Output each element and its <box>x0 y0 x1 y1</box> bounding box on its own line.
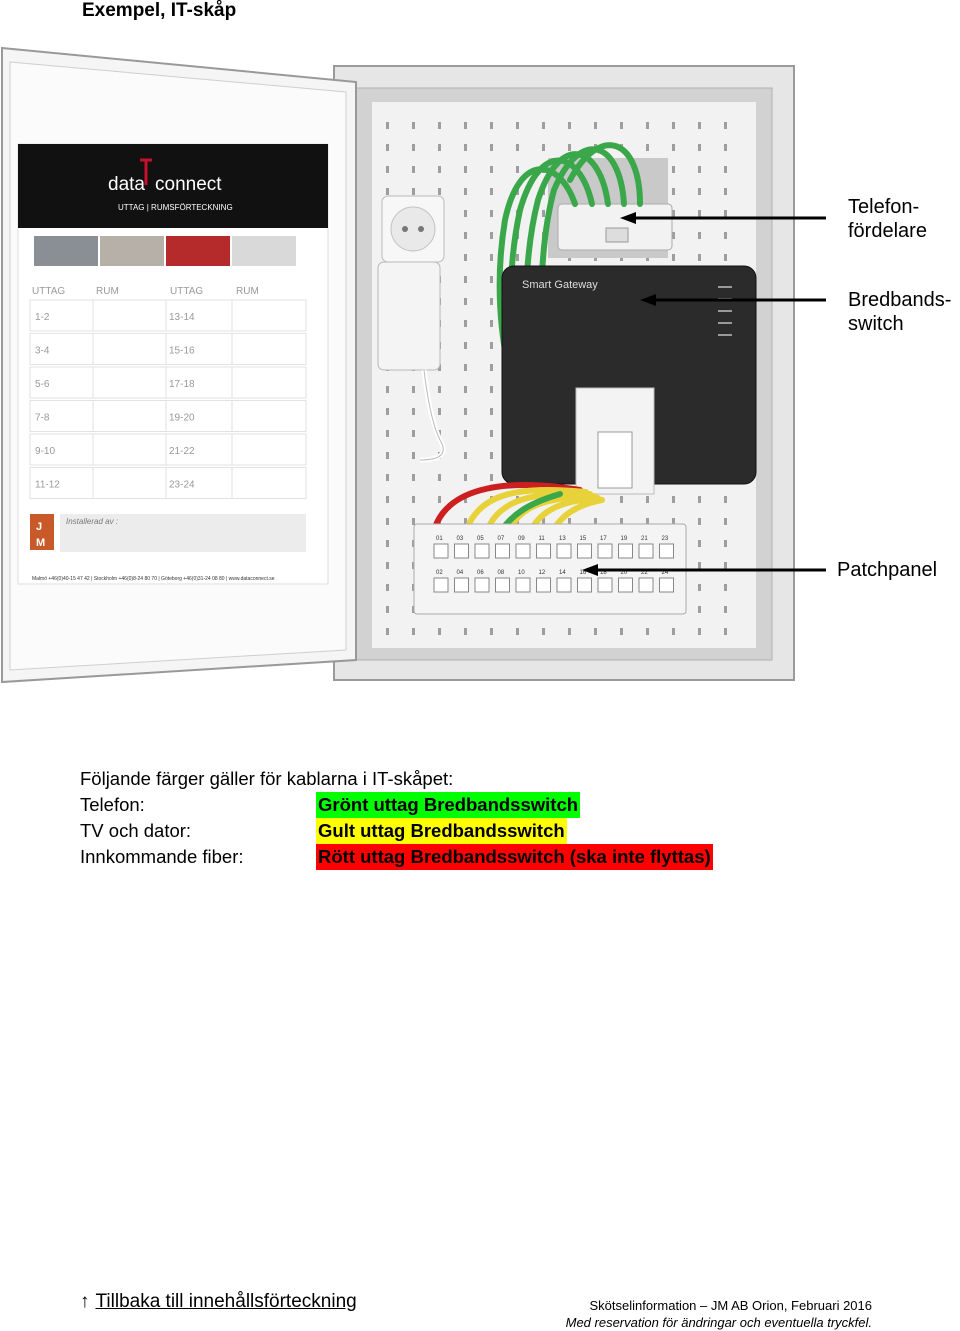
hole <box>438 166 441 173</box>
legend-key: Innkommande fiber: <box>80 846 244 867</box>
installed-label: Installerad av : <box>66 517 119 526</box>
door-header-4: RUM <box>236 286 259 297</box>
hole <box>672 188 675 195</box>
door-contact: Malmö +46(0)40-15 47 42 | Stockholm +46(0)8-24 80 70 | Göteborg +46(0)31-24 08 80 | www.dataconnect.se <box>32 576 275 582</box>
door-cell-uttag: 1-2 <box>35 312 50 323</box>
door-table-row <box>30 367 306 398</box>
hole <box>672 166 675 173</box>
hole <box>724 122 727 129</box>
port-number-top: 07 <box>497 536 505 542</box>
footer-info <box>566 1297 872 1331</box>
hole <box>386 430 389 437</box>
door-brand-a: data <box>108 174 145 195</box>
door-cell-uttag: 9-10 <box>35 446 56 457</box>
door-table-row <box>30 401 306 432</box>
port-number-bottom: 24 <box>661 570 669 576</box>
hole <box>438 188 441 195</box>
hole <box>438 474 441 481</box>
port-bottom <box>475 578 489 592</box>
hole <box>516 122 519 129</box>
hole <box>412 474 415 481</box>
door-cell-uttag: 7-8 <box>35 412 50 424</box>
hole <box>672 144 675 151</box>
port-number-bottom: 14 <box>559 570 566 576</box>
hole <box>386 188 389 195</box>
hole <box>724 628 727 635</box>
door-header-3: UTTAG <box>170 286 204 297</box>
label-arrows <box>560 200 840 590</box>
hole <box>464 320 467 327</box>
label-patchpanel: Patchpanel <box>837 559 938 581</box>
hole <box>386 474 389 481</box>
hole <box>438 122 441 129</box>
power-adapter <box>378 262 440 370</box>
hole <box>516 144 519 151</box>
port-top <box>537 544 551 558</box>
hole <box>464 188 467 195</box>
hole <box>490 386 493 393</box>
legend-intro: Följande färger gäller för kablarna i IT-skåpet: <box>80 768 454 789</box>
hole <box>490 452 493 459</box>
hole <box>646 628 649 635</box>
hole <box>386 452 389 459</box>
port-number-top: 01 <box>436 536 443 542</box>
hole <box>386 584 389 591</box>
logo-m: M <box>36 537 46 549</box>
hole <box>490 298 493 305</box>
hole <box>412 496 415 503</box>
hole <box>698 606 701 613</box>
hole <box>412 386 415 393</box>
hole <box>516 254 519 261</box>
hole <box>438 144 441 151</box>
legend-key: TV och dator: <box>80 820 192 841</box>
port-number-top: 03 <box>456 536 464 542</box>
port-bottom <box>455 578 469 592</box>
door-cell-uttag: 19-20 <box>169 412 195 424</box>
page-title: Exempel, IT-skåp <box>82 0 237 21</box>
power-socket-face <box>391 207 435 251</box>
hole <box>464 342 467 349</box>
hole <box>386 408 389 415</box>
port-number-bottom: 10 <box>518 570 525 576</box>
photo-1 <box>34 236 98 266</box>
port-top <box>496 544 510 558</box>
arrow-bredbandsswitch <box>640 294 656 306</box>
hole <box>412 166 415 173</box>
hole <box>464 628 467 635</box>
door-cell-uttag: 23-24 <box>169 479 195 491</box>
legend-value: Grönt uttag Bredbandsswitch <box>316 792 580 818</box>
hole <box>724 188 727 195</box>
hole <box>490 342 493 349</box>
hole <box>672 628 675 635</box>
port-number-top: 11 <box>538 536 545 542</box>
hole <box>464 298 467 305</box>
hole <box>464 408 467 415</box>
port-top <box>516 544 530 558</box>
port-top <box>434 544 448 558</box>
hole <box>464 430 467 437</box>
hole <box>542 144 545 151</box>
door-brand-b: connect <box>155 174 222 195</box>
port-number-bottom: 20 <box>620 570 628 576</box>
footer-document-info: Skötselinformation – JM AB Orion, Februari 2016 <box>589 1298 872 1313</box>
hole <box>646 144 649 151</box>
hole <box>698 166 701 173</box>
port-top <box>455 544 469 558</box>
port-number-top: 17 <box>600 536 607 542</box>
hole <box>724 144 727 151</box>
legend-row-fiber <box>80 844 713 870</box>
hole <box>412 430 415 437</box>
arrow-up-icon: ↑ <box>80 1291 90 1312</box>
port-number-bottom: 18 <box>600 570 607 576</box>
hole <box>490 232 493 239</box>
hole <box>516 628 519 635</box>
hole <box>438 408 441 415</box>
door-table-row <box>30 334 306 365</box>
hole <box>490 430 493 437</box>
door-cell-uttag: 3-4 <box>35 345 50 357</box>
hole <box>464 254 467 261</box>
legend-row-tv-dator <box>80 818 713 844</box>
door-cell-uttag: 21-22 <box>169 446 195 457</box>
port-number-top: 05 <box>477 536 484 542</box>
hole <box>464 386 467 393</box>
door-cell-uttag: 13-14 <box>169 312 195 323</box>
hole <box>542 628 545 635</box>
hole <box>724 606 727 613</box>
photo-2 <box>100 236 164 266</box>
port-number-bottom: 12 <box>538 570 546 576</box>
door-cell-uttag: 15-16 <box>169 345 195 357</box>
port-number-top: 21 <box>641 536 648 542</box>
port-bottom <box>434 578 448 592</box>
hole <box>672 122 675 129</box>
hole <box>412 122 415 129</box>
hole <box>464 122 467 129</box>
door-cell-uttag: 17-18 <box>169 379 195 390</box>
legend-value: Rött uttag Bredbandsswitch (ska inte flyttas) <box>316 844 713 870</box>
hole <box>386 496 389 503</box>
hole <box>464 166 467 173</box>
legend-key: Telefon: <box>80 794 145 815</box>
legend-value: Gult uttag Bredbandsswitch <box>316 818 567 844</box>
hole <box>464 452 467 459</box>
photo-4 <box>232 236 296 266</box>
hole <box>620 628 623 635</box>
arrow-telefonfordelare <box>620 212 636 224</box>
legend-row-telefon <box>80 792 713 818</box>
hole <box>412 188 415 195</box>
port-top <box>475 544 489 558</box>
port-number-top: 13 <box>559 536 566 542</box>
hole <box>490 364 493 371</box>
port-number-top: 19 <box>620 536 628 542</box>
port-number-bottom: 16 <box>579 570 587 576</box>
hole <box>490 474 493 481</box>
hole <box>386 166 389 173</box>
port-number-bottom: 22 <box>641 570 648 576</box>
door-table-row <box>30 300 306 331</box>
label-telefonfordelare: Telefon- fördelare <box>848 196 927 242</box>
hole <box>698 144 701 151</box>
photo-3 <box>166 236 230 266</box>
door-subtitle: UTTAG | RUMSFÖRTECKNING <box>118 203 233 212</box>
logo-j: J <box>36 521 43 533</box>
hole <box>568 122 571 129</box>
door-table-row <box>30 434 306 465</box>
hole <box>490 166 493 173</box>
hole <box>594 628 597 635</box>
port-number-bottom: 02 <box>436 570 443 576</box>
hole <box>698 188 701 195</box>
hole <box>386 606 389 613</box>
hole <box>490 628 493 635</box>
smart-gateway-label: Smart Gateway <box>522 279 598 291</box>
port-bottom <box>496 578 510 592</box>
hole <box>516 166 519 173</box>
hole <box>620 122 623 129</box>
hole <box>412 408 415 415</box>
hole <box>698 628 701 635</box>
hole <box>464 210 467 217</box>
hole <box>490 188 493 195</box>
hole <box>438 628 441 635</box>
hole <box>646 122 649 129</box>
hole <box>386 518 389 525</box>
hole <box>386 562 389 569</box>
hole <box>412 452 415 459</box>
hole <box>464 232 467 239</box>
hole <box>386 386 389 393</box>
hole <box>386 540 389 547</box>
hole <box>490 144 493 151</box>
hole <box>386 144 389 151</box>
hole <box>490 122 493 129</box>
hole <box>438 496 441 503</box>
door-cell-uttag: 5-6 <box>35 379 50 390</box>
hole <box>490 408 493 415</box>
hole <box>438 386 441 393</box>
hole <box>594 122 597 129</box>
port-number-bottom: 06 <box>477 570 484 576</box>
color-legend <box>80 766 713 870</box>
hole <box>464 474 467 481</box>
port-bottom <box>537 578 551 592</box>
cabinet-door <box>0 40 360 690</box>
hole <box>412 144 415 151</box>
door-header-1: UTTAG <box>32 286 66 297</box>
hole <box>568 628 571 635</box>
back-to-toc-link[interactable] <box>80 1291 357 1313</box>
port-number-top: 23 <box>661 536 669 542</box>
hole <box>464 144 467 151</box>
port-number-top: 15 <box>579 536 587 542</box>
door-header-2: RUM <box>96 286 119 297</box>
hole <box>386 628 389 635</box>
hole <box>490 276 493 283</box>
hole <box>464 276 467 283</box>
hole <box>490 210 493 217</box>
back-to-toc-label: Tillbaka till innehållsförteckning <box>95 1291 357 1312</box>
door-cell-uttag: 11-12 <box>35 479 60 491</box>
hole <box>698 122 701 129</box>
hole <box>490 254 493 261</box>
hole <box>412 628 415 635</box>
hole <box>412 518 415 525</box>
label-bredbandsswitch: Bredbands- switch <box>848 289 952 335</box>
hole <box>724 166 727 173</box>
door-table-row <box>30 468 306 499</box>
hole <box>490 320 493 327</box>
port-number-top: 09 <box>518 536 525 542</box>
footer-disclaimer: Med reservation för ändringar och eventuella tryckfel. <box>565 1315 872 1330</box>
hole <box>542 210 545 217</box>
port-number-bottom: 04 <box>456 570 464 576</box>
hole <box>542 122 545 129</box>
hole <box>568 144 571 151</box>
arrow-patchpanel <box>579 564 598 576</box>
port-number-bottom: 08 <box>497 570 505 576</box>
hole <box>464 364 467 371</box>
hole <box>386 122 389 129</box>
port-bottom <box>516 578 530 592</box>
